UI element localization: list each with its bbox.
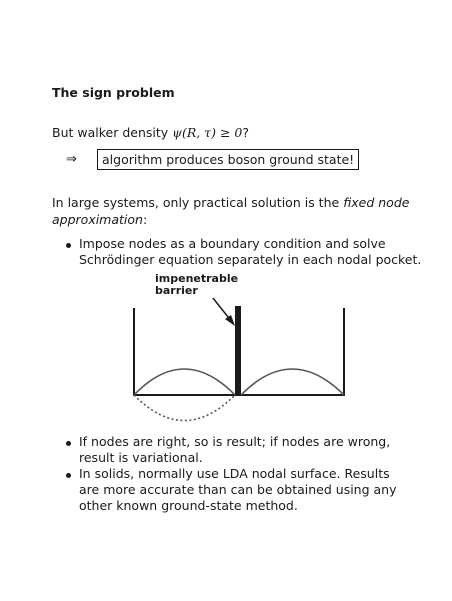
left-wavefunction-lobe bbox=[134, 369, 235, 395]
right-wavefunction-lobe bbox=[241, 369, 344, 395]
bullet-icon bbox=[66, 243, 71, 248]
intro-text: In large systems, only practical solution is the bbox=[52, 195, 344, 210]
walker-prefix: But walker density bbox=[52, 125, 173, 140]
barrier-arrow-head bbox=[225, 315, 235, 326]
nodal-pocket-diagram bbox=[125, 298, 355, 428]
impenetrable-barrier bbox=[235, 306, 241, 396]
page-title: The sign problem bbox=[52, 85, 175, 100]
walker-math: ψ(R, τ) ≥ 0 bbox=[172, 125, 243, 140]
boxed-statement: algorithm produces boson ground state! bbox=[97, 149, 359, 170]
bullet-text-lda: In solids, normally use LDA nodal surface. Results are more accurate than can be obtained using any other known ground-state method. bbox=[79, 466, 397, 513]
intro-suffix: : bbox=[142, 212, 148, 227]
walker-density-question bbox=[52, 125, 249, 140]
bullet-text-nodes: Impose nodes as a boundary condition and solve Schrödinger equation separately in each nodal pocket. bbox=[79, 236, 422, 267]
bullet-icon bbox=[66, 473, 71, 478]
walker-suffix: ? bbox=[242, 125, 249, 140]
intro-paragraph bbox=[52, 194, 412, 228]
implies-arrow: ⇒ bbox=[66, 152, 77, 167]
bullet-icon bbox=[66, 441, 71, 446]
barrier-label: impenetrable barrier bbox=[155, 272, 239, 297]
intro-emphasis: fixed node approximation bbox=[52, 195, 410, 227]
negative-wavefunction-lobe bbox=[134, 395, 235, 421]
bullet-text-result: If nodes are right, so is result; if nodes are wrong, result is variational. bbox=[79, 434, 391, 465]
